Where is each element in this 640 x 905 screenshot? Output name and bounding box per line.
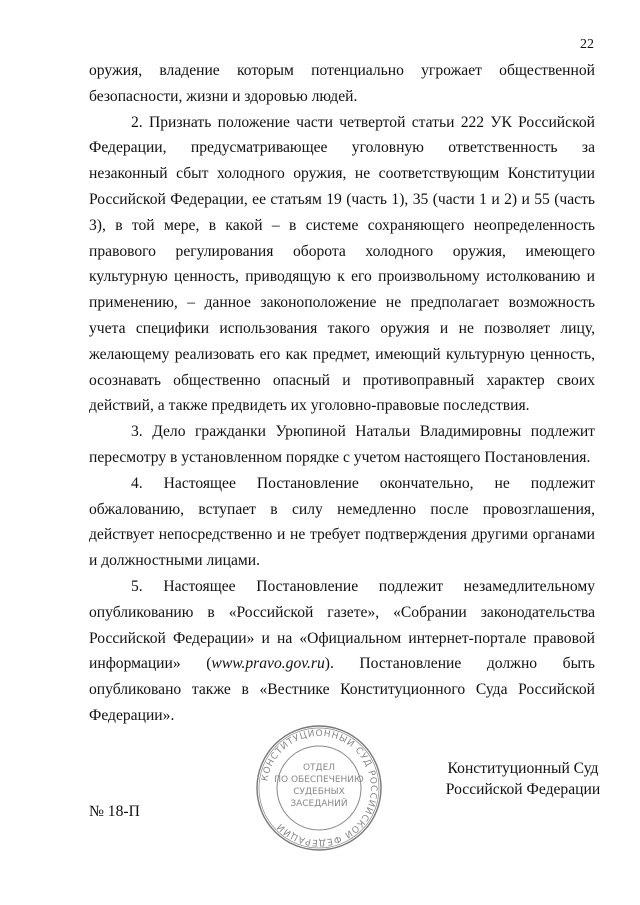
paragraph-item-5: [89, 574, 595, 729]
page-number: 22: [580, 37, 594, 52]
signature-line-1: Конституционный Суд: [447, 760, 599, 777]
paragraph-item-5-part-2: ). Постановление должно быть опубликовано также в «Вестнике Конституционного Суда Российской Федерации».: [89, 655, 595, 724]
paragraph-item-2: 2. Признать положение части четвертой статьи 222 УК Российской Федерации, предусматривающее уголовную ответственность за незаконный сбыт холодного оружия, не соответствующим Конституции Российской Федерации, ее статьям 19 (часть 1), 35 (части 1 и 2) и 55 (часть 3), в той мере, в какой – в системе сохраняющего неопределенность правового регулирования оборота холодного оружия, имеющего культурную ценность, приводящую к его произвольному истолкованию и применению, – данное законоположение не предполагает возможность учета специфики использования такого оружия и не позволяет лицу, желающему реализовать его как предмет, имеющий культурную ценность, осознавать общественно опасный и противоправный характер своих действий, а также предвидеть их уголовно-правовые последствия.: [89, 113, 595, 415]
document-body: [89, 58, 595, 729]
signature-line-2: Российской Федерации: [445, 781, 601, 798]
stamp-line-4: ЗАСЕДАНИЙ: [290, 799, 348, 809]
paragraph-item-5-part-1: 5. Настоящее Постановление подлежит незамедлительному опубликованию в «Российской газете», «Собрании законодательства Российской Федерации» и на «Официальном интернет-портале правовой информации» (: [89, 577, 595, 673]
paragraph-item-4: 4. Настоящее Постановление окончательно, не подлежит обжалованию, вступает в силу немедленно после провозглашения, действует непосредственно и не требует подтверждения другими органами и должностными лицами.: [89, 474, 595, 570]
signature-block: [445, 758, 601, 800]
stamp-line-1: ОТДЕЛ: [302, 763, 336, 773]
stamp-ring-text: КОНСТИТУЦИОННЫЙ СУД РОССИЙСКОЙ ФЕДЕРАЦИИ: [260, 728, 379, 848]
decision-number: № 18-П: [89, 803, 140, 820]
website-link: www.pravo.gov.ru: [211, 655, 325, 673]
official-stamp: [244, 724, 394, 852]
stamp-line-2: ПО ОБЕСПЕЧЕНИЮ: [274, 775, 364, 785]
stamp-line-3: СУДЕБНЫХ: [293, 787, 345, 797]
paragraph-item-3: 3. Дело гражданки Урюпиной Натальи Владимировны подлежит пересмотру в установленном порядке с учетом настоящего Постановления.: [89, 423, 595, 466]
paragraph-continuation: оружия, владение которым потенциально угрожает общественной безопасности, жизни и здоровью людей.: [89, 62, 595, 105]
